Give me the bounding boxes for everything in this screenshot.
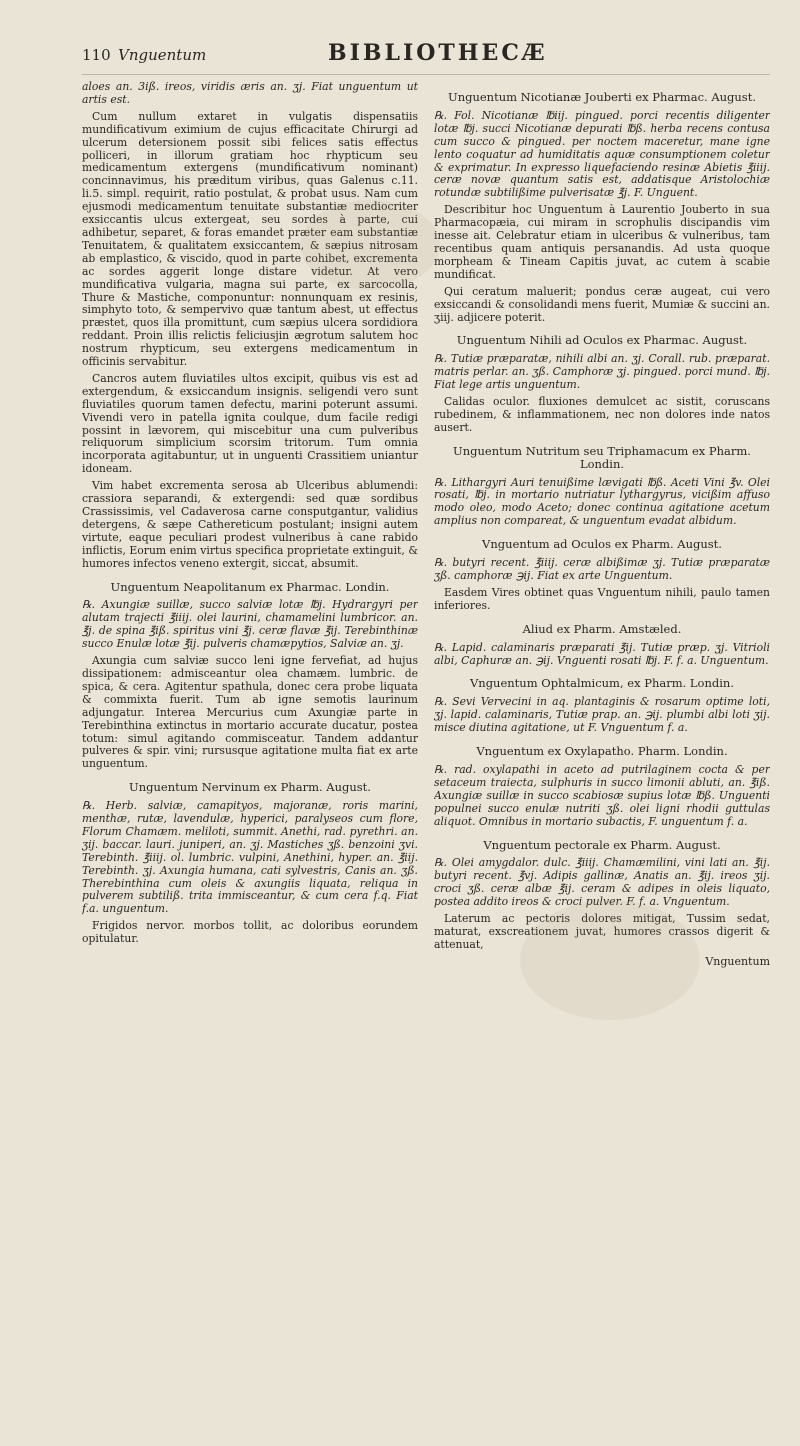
book-title: BIBLIOTHECÆ xyxy=(328,40,548,66)
recipe-paragraph: ℞. Fol. Nicotianæ ℔iij. pingued. porci recentis diligenter lotæ ℔j. succi Nicotianæ depurati ℔ß. herba recens contusa cum succo & pingued. per noctem maceretur, mane igne lento coquatur ad humiditatis aquæ consumptionem coletur & exprimatur. In expresso liquefaciendo resinæ Abietis ℥iiij. ceræ novæ quantum satis est, addatisque Aristolochiæ rotundæ subtilißime pulverisatæ ℥j. F. Unguent. xyxy=(434,108,770,200)
recipe-paragraph: ℞. Tutiæ præparatæ, nihili albi an. ʒj. Corall. rub. præparat. matris perlar. an. ʒß. Camphoræ ʒj. pingued. porci mund. ℔j. Fiat lege artis unguentum. xyxy=(434,352,770,392)
body-paragraph: Cum nullum extaret in vulgatis dispensatiis mundificativum eximium de cujus efficacitate Chirurgi ad ulcerum detersionem possit sibi felices satis effectus polliceri, in illorum gratiam hoc rhypticum seu medicamentum extergens (mundificativum nominant) concinnavimus, his præditum viribus, quas Galenus c.11. li.5. simpl. requirit, ratio postulat, & probat usus. Nam cum ejusmodi medicamentum tenuitate substantiæ mediocriter exsiccantis ulcus extergeat, seu sordes à parte, cui adhibetur, separet, & foras emandet præter eam substantiæ Tenuitatem, & qualitatem exsiccantem, & sæpius nitrosam ab emplastico, & viscido, quod in parte cohibet, excrementa ac sordes aggerit longe distare videtur. At vero mundificativa vulgaria, magna sui parte, ex sarcocolla, Thure & Mastiche, componuntur: nonnunquam ex resinis, simphyto toto, & sempervivo quæ tantum abest, ut effectus præstet, quos illa promittunt, cum sæpius ulcera sordidiora reddant. Proin illis relictis feliciusjin ægrotum salutem hoc nostrum rhypticum, seu extergens medicamentum in officinis servabitur. xyxy=(82,109,418,369)
section-heading: Vnguentum pectorale ex Pharm. August. xyxy=(483,837,721,852)
catchword: Vnguentum xyxy=(705,954,770,968)
section-heading: Vnguentum Ophtalmicum, ex Pharm. Londin. xyxy=(469,676,734,691)
page-header xyxy=(82,40,770,75)
body-paragraph: Frigidos nervor. morbos tollit, ac doloribus eorundem opitulatur. xyxy=(82,919,418,946)
recipe-paragraph: ℞. butyri recent. ℥iiij. ceræ albißimæ ʒj. Tutiæ præparatæ ʒß. camphoræ ℈ij. Fiat ex arte Unguentum. xyxy=(434,556,770,582)
recipe-paragraph: ℞. Axungiæ suillæ, succo salviæ lotæ ℔j. Hydrargyri per alutam trajecti ℥iiij. olei laurini, chamamelini lumbricor. an. ℥j. de spina ℥iß. spiritus vini ℥j. ceræ flavæ ℥ij. Terebinthinæ succo Enulæ lotæ ℥ij. pulveris chamæpytios, Salviæ an. ʒj. xyxy=(82,598,418,651)
section-heading: Vnguentum ex Oxylapatho. Pharm. Londin. xyxy=(476,744,728,759)
section-heading: Unguentum Nervinum ex Pharm. August. xyxy=(129,780,371,795)
recipe-paragraph: aloes an. 3iß. ireos, viridis æris an. ʒj. Fiat unguentum ut artis est. xyxy=(82,81,418,106)
section-heading: Unguentum Nutritum seu Triphamacum ex Pharm. Londin. xyxy=(453,443,751,471)
body-paragraph: Vim habet excrementa serosa ab Ulceribus ablumendi: crassiora separandi, & extergendi: sed quæ sordibus Crassissimis, vel Cadaverosa carne consputgantur, validius detergens, & sæpe Cathereticum postulant; insigni autem virtute, eaque peculiari prodest vulneribus à cane rabido inflictis, Eorum enim virtus specifica proprietate extinguit, & humores infectos veneno extergit, siccat, absumit. xyxy=(82,479,418,570)
recipe-paragraph: ℞. Olei amygdalor. dulc. ℥iiij. Chamæmilini, vini lati an. ℥ij. butyri recent. ℥vj. Adipis gallinæ, Anatis an. ℥ij. ireos ʒij. croci ʒß. ceræ albæ ℥ij. ceram & adipes in oleis liquato, postea addito ireos & croci pulver. F. f. a. Vnguentum. xyxy=(434,856,770,909)
recipe-paragraph: ℞. Sevi Vervecini in aq. plantaginis & rosarum optime loti, ʒj. lapid. calaminaris, Tutiæ prap. an. ℈ij. plumbi albi loti ʒij. misce diutina agitatione, ut F. Vnguentum f. a. xyxy=(434,695,770,735)
section-heading: Unguentum Neapolitanum ex Pharmac. Londin. xyxy=(110,579,390,594)
body-paragraph: Calidas oculor. fluxiones demulcet ac sistit, coruscans rubedinem, & inflammationem, nec non dolores inde natos ausert. xyxy=(434,395,770,434)
body-paragraph: Laterum ac pectoris dolores mitigat, Tussim sedat, maturat, exscreationem juvat, humores crassos digerit & attenuat, xyxy=(434,912,770,951)
paper-stain xyxy=(300,200,440,290)
body-paragraph: Axungia cum salviæ succo leni igne fervefiat, ad hujus dissipationem: admisceantur olea chamæm. lumbric. de spica, & cera. Agitentur spathula, donec cera probe liquata & commixta fuerit. Tum ab igne semotis laurinum adjungatur. Interea Mercurius cum Axungiæ parte in Terebinthina extinctus in mortario accurate ducatur, postea totum: simul agitando commisceatur. Tandem addantur pulveres & spir. vini; rursusque agitatione multa fiat ex arte unguentum. xyxy=(82,654,418,771)
recipe-paragraph: ℞. Lithargyri Auri tenuißime lævigati ℔ß. Aceti Vini ℥v. Olei rosati, ℔j. in mortario nutriatur lythargyrus, vicißim affuso modo oleo, modo Aceto; donec continua agitatione acetum amplius non compareat, & unguentum evadat albidum. xyxy=(434,475,770,528)
recipe-paragraph: ℞. rad. oxylapathi in aceto ad putrilaginem cocta & per setaceum traiecta, sulphuris in succo limonii abluti, an. ℥iß. Axungiæ suillæ in succo scabiosæ supius lotæ ℔ß. Unguenti populnei succo enulæ nutriti ʒß. olei ligni rhodii guttulas aliquot. Omnibus in mortario subactis, F. unguentum f. a. xyxy=(434,762,770,828)
recipe-paragraph: ℞. Lapid. calaminaris præparati ℥ij. Tutiæ præp. ʒj. Vitrioli albi, Caphuræ an. ℈ij. Vnguenti rosati ℔j. F. f. a. Unguentum. xyxy=(434,640,770,667)
text-columns xyxy=(82,81,770,1421)
section-heading: Aliud ex Pharm. Amstæled. xyxy=(522,621,682,636)
body-paragraph: Describitur hoc Unguentum à Laurentio Jouberto in sua Pharmacopæia, cui miram in scrophulis discipandis vim inesse ait. Celebratur etiam in ulceribus & vulneribus, tam recentibus quam antiquis persanandis. Ad usta quoque morpheam & Tineam Capitis juvat, ac cutem à scabie mundificat. xyxy=(434,203,770,281)
section-heading: Unguentum Nihili ad Oculos ex Pharmac. August. xyxy=(456,333,748,348)
right-column xyxy=(434,81,770,1421)
body-paragraph: Easdem Vires obtinet quas Vnguentum nihili, paulo tamen inferiores. xyxy=(434,585,770,612)
paper-stain xyxy=(520,900,700,1020)
section-heading: Unguentum Nicotianæ Jouberti ex Pharmac. August. xyxy=(448,90,756,104)
running-head: Vnguentum xyxy=(118,46,207,64)
body-paragraph: Cancros autem fluviatiles ultos excipit, quibus vis est ad extergendum, & exsiccandum insignis. seligendi vero sunt fluviatiles quorum tamen defectu, marini poterunt assumi. Vivendi vero in patella ignita coulque, dum facile redigi possint in lævorem, qui miscebitur una cum pulveribus reliquorum simplicium scorsim tritorum. Tum omnia incorporata agitabuntur, ut in unguenti Crassitiem uniantur idoneam. xyxy=(82,371,418,476)
recipe-paragraph: ℞. Herb. salviæ, camapityos, majoranæ, roris marini, menthæ, rutæ, lavendulæ, hyperici, paralyseos cum flore, Florum Chamæm. meliloti, summit. Anethi, rad. pyrethri. an. ʒij. baccar. lauri. juniperi, an. ʒj. Mastiches ʒß. benzoini ʒvi. Terebinth. ℥iiij. ol. lumbric. vulpini, Anethini, hyper. an. ℥iij. Terebinth. ʒj. Axungia humana, cati sylvestris, Canis an. ʒß. Therebinthina cum oleis & axungiis liquata, reliqua in pulverem subtiliß. trita immisceantur, & cum cera f.q. Fiat f.a. unguentum. xyxy=(82,799,418,916)
section-heading: Vnguentum ad Oculos ex Pharm. August. xyxy=(482,537,722,552)
body-paragraph: Qui ceratum maluerit; pondus ceræ augeat, cui vero exsiccandi & consolidandi mens fuerit, Mumiæ & succini an. ʒiij. adjicere poterit. xyxy=(434,284,770,324)
page-number: 110 xyxy=(82,46,111,64)
